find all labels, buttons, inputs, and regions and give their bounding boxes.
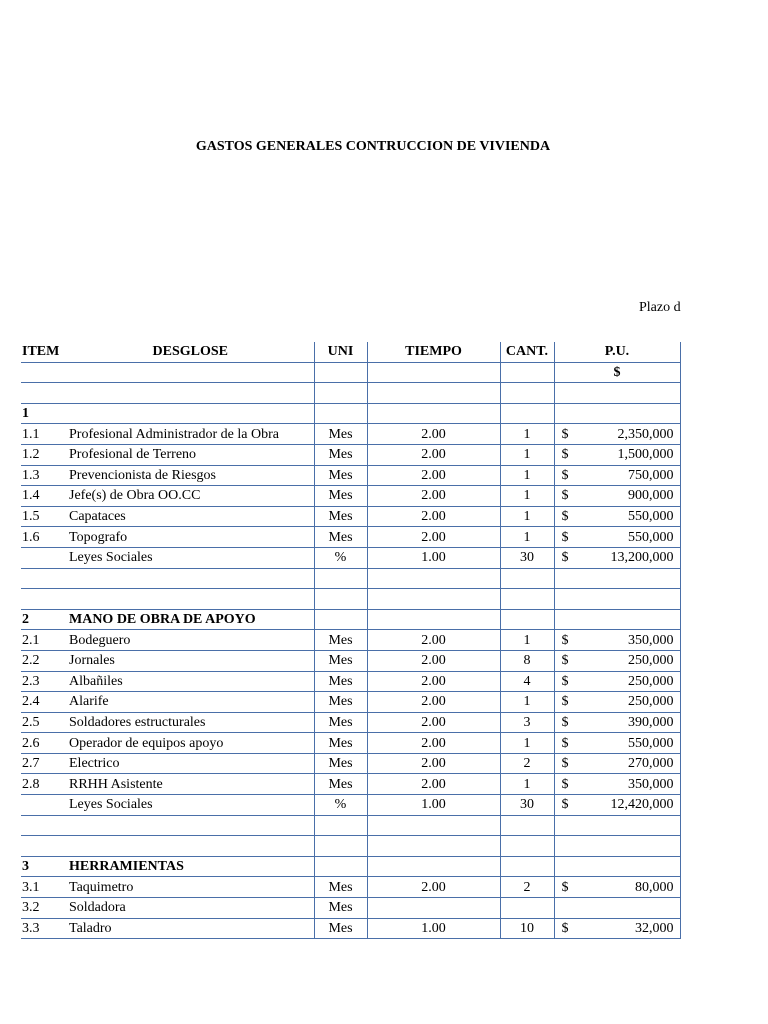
table-row [21, 589, 681, 610]
currency-symbol: $ [561, 920, 569, 936]
document-title: GASTOS GENERALES CONTRUCCION DE VIVIENDA [195, 139, 551, 154]
item-cell: 1 [21, 403, 67, 424]
table-row [21, 609, 681, 630]
cant-cell: 3 [500, 712, 554, 733]
uni-cell [314, 383, 367, 404]
tiempo-cell: 2.00 [367, 733, 500, 754]
cost-table [21, 342, 681, 939]
pu-cell [554, 795, 680, 816]
currency-symbol: $ [561, 509, 569, 525]
table-row [21, 486, 681, 507]
desglose-cell: Topografo [67, 527, 314, 548]
item-cell: 2 [21, 609, 67, 630]
item-cell: 1.2 [21, 444, 67, 465]
currency-symbol: $ [561, 488, 569, 504]
uni-cell: Mes [314, 898, 367, 919]
header-desglose: DESGLOSE [67, 342, 314, 362]
table-row [21, 856, 681, 877]
desglose-cell [67, 383, 314, 404]
unit-price: 550,000 [628, 509, 674, 525]
pu-cell [554, 424, 680, 445]
item-cell: 1.1 [21, 424, 67, 445]
item-cell: 1.3 [21, 465, 67, 486]
table-row [21, 424, 681, 445]
tiempo-cell: 2.00 [367, 527, 500, 548]
desglose-cell: Taquimetro [67, 877, 314, 898]
desglose-cell: Leyes Sociales [67, 795, 314, 816]
tiempo-cell: 2.00 [367, 444, 500, 465]
item-cell [21, 383, 67, 404]
table-row [21, 692, 681, 713]
pu-cell [554, 753, 680, 774]
desglose-cell: Profesional Administrador de la Obra [67, 424, 314, 445]
table-row [21, 774, 681, 795]
desglose-cell [67, 815, 314, 836]
tiempo-cell: 2.00 [367, 712, 500, 733]
header-uni: UNI [314, 342, 367, 362]
table-row [21, 733, 681, 754]
desglose-cell: Profesional de Terreno [67, 444, 314, 465]
header-pu: P.U. [554, 342, 680, 362]
uni-cell [314, 568, 367, 589]
table-row [21, 444, 681, 465]
item-cell: 2.2 [21, 650, 67, 671]
unit-price: 13,200,000 [610, 550, 674, 566]
tiempo-cell: 2.00 [367, 506, 500, 527]
uni-cell [314, 836, 367, 857]
tiempo-cell [367, 403, 500, 424]
item-cell: 1.5 [21, 506, 67, 527]
desglose-cell: Jefe(s) de Obra OO.CC [67, 486, 314, 507]
item-cell: 3 [21, 856, 67, 877]
item-cell [21, 547, 67, 568]
plazo-label: Plazo d [639, 300, 681, 315]
table-row [21, 753, 681, 774]
desglose-cell: Bodeguero [67, 630, 314, 651]
unit-price: 550,000 [628, 735, 674, 751]
unit-price: 1,500,000 [617, 447, 674, 463]
table-row [21, 877, 681, 898]
desglose-cell: Alarife [67, 692, 314, 713]
currency-symbol: $ [561, 756, 569, 772]
pu-cell [554, 527, 680, 548]
cant-cell: 1 [500, 506, 554, 527]
pu-cell [554, 733, 680, 754]
uni-cell: % [314, 547, 367, 568]
cant-cell [500, 815, 554, 836]
item-cell [21, 836, 67, 857]
tiempo-cell: 2.00 [367, 692, 500, 713]
unit-price: 350,000 [628, 776, 674, 792]
uni-cell: Mes [314, 465, 367, 486]
unit-price: 250,000 [628, 673, 674, 689]
tiempo-cell [367, 815, 500, 836]
tiempo-cell: 2.00 [367, 877, 500, 898]
uni-cell: Mes [314, 753, 367, 774]
item-cell: 3.3 [21, 918, 67, 939]
pu-cell [554, 712, 680, 733]
item-cell: 2.5 [21, 712, 67, 733]
tiempo-cell: 2.00 [367, 774, 500, 795]
currency-symbol: $ [561, 776, 569, 792]
uni-cell: Mes [314, 650, 367, 671]
currency-row [21, 362, 681, 383]
currency-symbol: $ [561, 467, 569, 483]
item-cell: 1.6 [21, 527, 67, 548]
table-row [21, 527, 681, 548]
pu-cell [554, 774, 680, 795]
tiempo-cell [367, 836, 500, 857]
uni-cell: Mes [314, 692, 367, 713]
unit-price: 270,000 [628, 756, 674, 772]
pu-cell [554, 444, 680, 465]
unit-price: 80,000 [635, 879, 674, 895]
tiempo-cell [367, 856, 500, 877]
uni-cell: Mes [314, 671, 367, 692]
currency-symbol: $ [561, 714, 569, 730]
pu-cell [554, 856, 680, 877]
currency-symbol: $ [561, 529, 569, 545]
tiempo-cell [367, 609, 500, 630]
unit-price: 2,350,000 [617, 426, 674, 442]
cant-cell: 30 [500, 795, 554, 816]
uni-cell [314, 609, 367, 630]
desglose-cell: Taladro [67, 918, 314, 939]
uni-cell: Mes [314, 444, 367, 465]
cant-cell [500, 836, 554, 857]
tiempo-cell: 2.00 [367, 630, 500, 651]
cant-cell [500, 589, 554, 610]
table-row [21, 383, 681, 404]
tiempo-cell: 1.00 [367, 547, 500, 568]
header-tiempo: TIEMPO [367, 342, 500, 362]
header-item: ITEM [21, 342, 67, 362]
desglose-cell: Prevencionista de Riesgos [67, 465, 314, 486]
unit-price: 350,000 [628, 632, 674, 648]
currency-symbol: $ [561, 694, 569, 710]
desglose-cell: MANO DE OBRA DE APOYO [67, 609, 314, 630]
uni-cell [314, 589, 367, 610]
cant-cell [500, 403, 554, 424]
item-cell [21, 815, 67, 836]
cant-cell [500, 856, 554, 877]
item-cell: 3.2 [21, 898, 67, 919]
item-cell: 2.8 [21, 774, 67, 795]
uni-cell: Mes [314, 877, 367, 898]
uni-cell: Mes [314, 506, 367, 527]
uni-cell: Mes [314, 918, 367, 939]
uni-cell: Mes [314, 424, 367, 445]
currency-symbol: $ [561, 797, 569, 813]
item-cell: 3.1 [21, 877, 67, 898]
tiempo-cell: 2.00 [367, 424, 500, 445]
unit-price: 750,000 [628, 467, 674, 483]
table-row [21, 630, 681, 651]
tiempo-cell: 2.00 [367, 486, 500, 507]
tiempo-cell: 1.00 [367, 795, 500, 816]
pu-cell [554, 692, 680, 713]
cant-cell [500, 568, 554, 589]
cant-cell: 2 [500, 877, 554, 898]
item-cell [21, 589, 67, 610]
pu-cell [554, 589, 680, 610]
unit-price: 250,000 [628, 694, 674, 710]
desglose-cell: Soldadores estructurales [67, 712, 314, 733]
item-cell: 2.7 [21, 753, 67, 774]
table-row [21, 465, 681, 486]
currency-symbol: $ [561, 879, 569, 895]
pu-cell [554, 465, 680, 486]
table-row [21, 403, 681, 424]
unit-price: 550,000 [628, 529, 674, 545]
cant-cell: 4 [500, 671, 554, 692]
table-row [21, 506, 681, 527]
unit-price: 32,000 [635, 920, 674, 936]
currency-symbol: $ [561, 735, 569, 751]
desglose-cell: Jornales [67, 650, 314, 671]
cant-cell: 1 [500, 424, 554, 445]
cant-cell [500, 609, 554, 630]
uni-cell: Mes [314, 486, 367, 507]
pu-cell [554, 383, 680, 404]
table-row [21, 836, 681, 857]
desglose-cell [67, 836, 314, 857]
uni-cell: % [314, 795, 367, 816]
pu-cell [554, 486, 680, 507]
currency-symbol: $ [561, 426, 569, 442]
tiempo-cell [367, 589, 500, 610]
cant-cell: 1 [500, 465, 554, 486]
tiempo-cell: 2.00 [367, 671, 500, 692]
desglose-cell: Soldadora [67, 898, 314, 919]
pu-cell [554, 815, 680, 836]
pu-cell [554, 836, 680, 857]
desglose-cell [67, 403, 314, 424]
table-row [21, 712, 681, 733]
pu-cell [554, 877, 680, 898]
item-cell [21, 795, 67, 816]
cant-cell [500, 898, 554, 919]
tiempo-cell [367, 568, 500, 589]
table-row [21, 650, 681, 671]
cant-cell: 1 [500, 733, 554, 754]
tiempo-cell: 2.00 [367, 753, 500, 774]
tiempo-cell [367, 383, 500, 404]
currency-symbol: $ [561, 632, 569, 648]
unit-price: 900,000 [628, 488, 674, 504]
pu-cell [554, 918, 680, 939]
cant-cell: 1 [500, 692, 554, 713]
uni-cell [314, 815, 367, 836]
desglose-cell: HERRAMIENTAS [67, 856, 314, 877]
table-row [21, 815, 681, 836]
tiempo-cell: 2.00 [367, 650, 500, 671]
currency-symbol: $ [561, 447, 569, 463]
currency-symbol: $ [554, 362, 680, 383]
unit-price: 390,000 [628, 714, 674, 730]
cant-cell: 1 [500, 630, 554, 651]
uni-cell: Mes [314, 733, 367, 754]
desglose-cell: Operador de equipos apoyo [67, 733, 314, 754]
tiempo-cell: 2.00 [367, 465, 500, 486]
pu-cell [554, 650, 680, 671]
cant-cell: 30 [500, 547, 554, 568]
cant-cell [500, 383, 554, 404]
cant-cell: 1 [500, 774, 554, 795]
item-cell: 1.4 [21, 486, 67, 507]
pu-cell [554, 630, 680, 651]
pu-cell [554, 671, 680, 692]
uni-cell: Mes [314, 774, 367, 795]
cant-cell: 1 [500, 444, 554, 465]
desglose-cell: Capataces [67, 506, 314, 527]
currency-symbol: $ [561, 550, 569, 566]
cant-cell: 8 [500, 650, 554, 671]
desglose-cell: RRHH Asistente [67, 774, 314, 795]
item-cell: 2.6 [21, 733, 67, 754]
unit-price: 12,420,000 [610, 797, 674, 813]
table-row [21, 568, 681, 589]
desglose-cell [67, 568, 314, 589]
pu-cell [554, 547, 680, 568]
desglose-cell: Leyes Sociales [67, 547, 314, 568]
item-cell: 2.3 [21, 671, 67, 692]
pu-cell [554, 568, 680, 589]
desglose-cell: Albañiles [67, 671, 314, 692]
table-row [21, 898, 681, 919]
desglose-cell: Electrico [67, 753, 314, 774]
currency-symbol: $ [561, 673, 569, 689]
pu-cell [554, 506, 680, 527]
pu-cell [554, 609, 680, 630]
uni-cell [314, 403, 367, 424]
tiempo-cell [367, 898, 500, 919]
tiempo-cell: 1.00 [367, 918, 500, 939]
desglose-cell [67, 589, 314, 610]
table-row [21, 795, 681, 816]
uni-cell [314, 856, 367, 877]
item-cell [21, 568, 67, 589]
table-row [21, 918, 681, 939]
cant-cell: 10 [500, 918, 554, 939]
header-cant: CANT. [500, 342, 554, 362]
header-row [21, 342, 681, 362]
cant-cell: 1 [500, 486, 554, 507]
cant-cell: 1 [500, 527, 554, 548]
item-cell: 2.1 [21, 630, 67, 651]
table-row [21, 671, 681, 692]
pu-cell [554, 403, 680, 424]
pu-cell [554, 898, 680, 919]
uni-cell: Mes [314, 630, 367, 651]
unit-price: 250,000 [628, 653, 674, 669]
cant-cell: 2 [500, 753, 554, 774]
table-row [21, 547, 681, 568]
uni-cell: Mes [314, 527, 367, 548]
currency-symbol: $ [561, 653, 569, 669]
item-cell: 2.4 [21, 692, 67, 713]
uni-cell: Mes [314, 712, 367, 733]
